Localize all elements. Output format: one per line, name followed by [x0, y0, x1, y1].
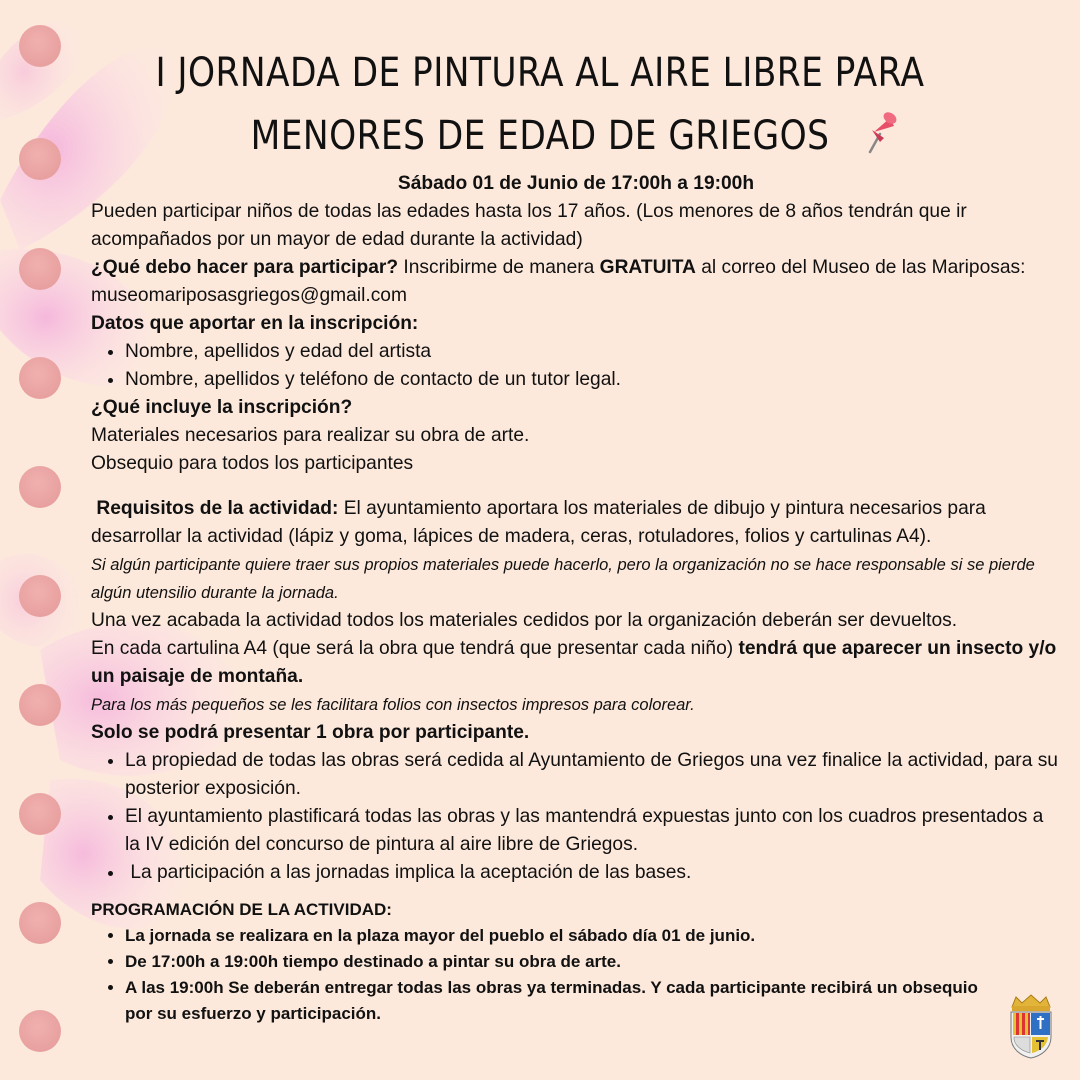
- free-label: GRATUITA: [599, 257, 696, 278]
- one-work-rule: Solo se podrá presentar 1 obra por participante.: [91, 722, 530, 743]
- binder-dot: [19, 684, 61, 726]
- binder-dot: [19, 25, 61, 67]
- main-content: [91, 170, 1061, 1027]
- requirements-text: El ayuntamiento aportara los materiales de dibujo y pintura necesarios para desarrollar la actividad (lápiz y goma, lápices de madera, ceras, rotuladores, folios y cartulinas A4).: [91, 498, 986, 547]
- binder-dot: [19, 902, 61, 944]
- cardstock-plain: En cada cartulina A4 (que será la obra que tendrá que presentar cada niño): [91, 638, 739, 659]
- small-kids-note: Para los más pequeños se les facilitara folios con insectos impresos para colorear.: [91, 696, 695, 714]
- list-item: • Nombre, apellidos y teléfono de contacto de un tutor legal.: [125, 366, 1061, 394]
- how-to-participate: [91, 254, 1061, 310]
- return-materials-text: Una vez acabada la actividad todos los materiales cedidos por la organización deberán ser devueltos.: [91, 610, 958, 631]
- binder-dot: [19, 793, 61, 835]
- how-to-text-a: Inscribirme de manera: [398, 257, 600, 278]
- binder-dot: [19, 466, 61, 508]
- page-title-line-1: I JORNADA DE PINTURA AL AIRE LIBRE PARA: [155, 50, 925, 96]
- rules-list: [91, 747, 1061, 887]
- coat-of-arms-icon: [1006, 993, 1056, 1059]
- list-item: • De 17:00h a 19:00h tiempo destinado a pintar su obra de arte.: [125, 949, 1061, 975]
- own-materials-note: Si algún participante quiere traer sus propios materiales puede hacerlo, pero la organización no se hace responsable si se pierde algún utensilio durante la jornada.: [91, 556, 1035, 602]
- list-item: • Nombre, apellidos y edad del artista: [125, 338, 1061, 366]
- includes-heading: ¿Qué incluye la inscripción?: [91, 397, 353, 418]
- list-item: • La propiedad de todas las obras será cedida al Ayuntamiento de Griegos una vez finalice la actividad, para su posterior exposición.: [125, 747, 1061, 803]
- data-list: [91, 338, 1061, 394]
- includes-item: Materiales necesarios para realizar su obra de arte.: [91, 425, 530, 446]
- page-title-line-2: MENORES DE EDAD DE GRIEGOS: [250, 113, 830, 159]
- how-to-text-b: al correo del Museo de las Mariposas: museomariposasgriegos@gmail.com: [91, 257, 1026, 306]
- event-date: Sábado 01 de Junio de 17:00h a 19:00h: [397, 173, 755, 194]
- requirements: [91, 495, 1061, 551]
- list-item: • La participación a las jornadas implica la aceptación de las bases.: [125, 859, 1061, 887]
- how-to-question: ¿Qué debo hacer para participar?: [91, 257, 399, 278]
- binder-dot: [19, 1010, 61, 1052]
- pushpin-icon: [860, 108, 900, 156]
- binder-dot: [19, 138, 61, 180]
- requirements-heading: Requisitos de la actividad:: [96, 498, 339, 519]
- includes-item: Obsequio para todos los participantes: [91, 453, 414, 474]
- program-list: [91, 923, 1061, 1027]
- cardstock-text: [91, 635, 1061, 691]
- program-heading: PROGRAMACIÓN DE LA ACTIVIDAD:: [91, 900, 392, 919]
- list-item: • A las 19:00h Se deberán entregar todas las obras ya terminadas. Y cada participante recibirá un obsequio por su esfuerzo y participación.: [125, 975, 1061, 1027]
- cardstock-bold: tendrá que aparecer un insecto y/o un paisaje de montaña.: [91, 638, 1057, 687]
- program-section: [91, 897, 1061, 1027]
- data-heading: Datos que aportar en la inscripción:: [91, 313, 419, 334]
- list-item: • El ayuntamiento plastificará todas las obras y las mantendrá expuestas junto con los cuadros presentados a la IV edición del concurso de pintura al aire libre de Griegos.: [125, 803, 1061, 859]
- binder-dot: [19, 575, 61, 617]
- binder-dot: [19, 357, 61, 399]
- eligibility-text: Pueden participar niños de todas las edades hasta los 17 años. (Los menores de 8 años tendrán que ir acompañados por un mayor de edad durante la actividad): [91, 201, 967, 250]
- list-item: • La jornada se realizara en la plaza mayor del pueblo el sábado día 01 de junio.: [125, 923, 1061, 949]
- binder-dot: [19, 248, 61, 290]
